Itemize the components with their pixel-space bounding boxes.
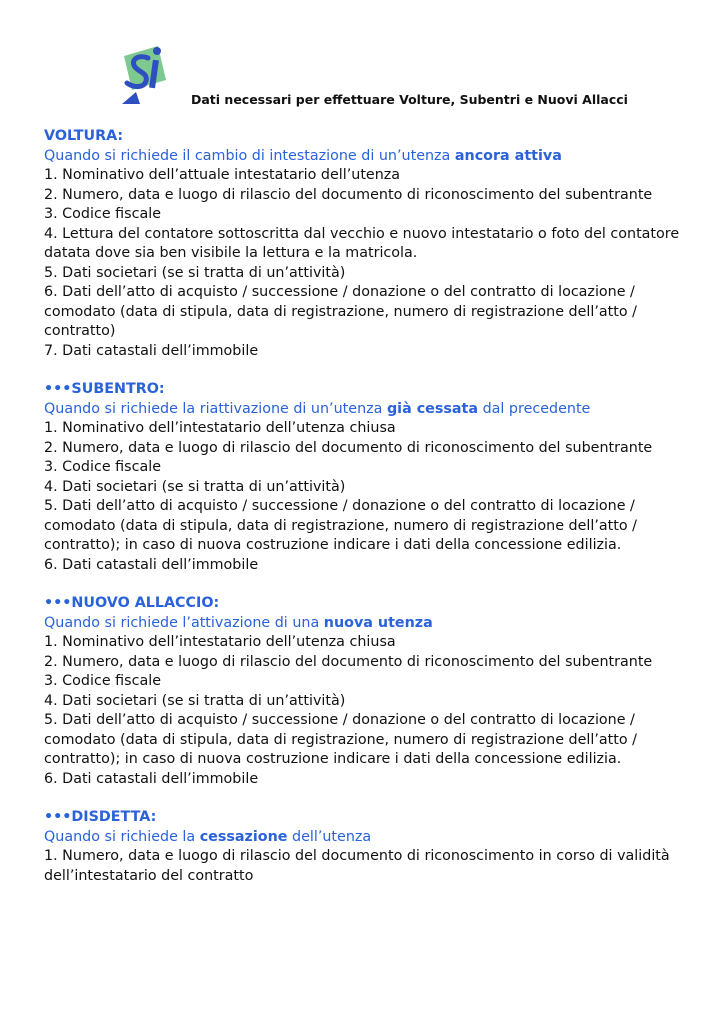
document-title: Dati necessari per effettuare Volture, Subentri e Nuovi Allacci [191,92,628,107]
section-subtitle [44,828,684,848]
list-item: 4. Dati societari (se si tratta di un’attività) [44,692,346,709]
section-subentro [44,380,684,575]
subtitle-text: Quando si richiede il cambio di intestazione di un’utenza [44,147,455,164]
list-item: 5. Dati societari (se si tratta di un’attività) [44,264,346,281]
list-item: 4. Lettura del contatore sottoscritta dal vecchio e nuovo intestatario o foto del contatore datata dove sia ben visibile la lettura e la matricola. [44,225,680,261]
list-item: 2. Numero, data e luogo di rilascio del documento di riconoscimento del subentrante [44,439,653,456]
section-heading: •••DISDETTA: [44,809,157,825]
subtitle-text: Quando si richiede la [44,828,200,845]
subtitle-text-end: dell’utenza [287,828,372,845]
logo-i-dot [153,47,161,55]
subtitle-emphasis: già cessata [386,400,479,417]
list-item: 5. Dati dell’atto di acquisto / successione / donazione o del contratto di locazione / comodato (data di stipula, data di registrazione, numero di registrazione dell’atto / contratto); in caso di nuova costruzione indicare i dati della concessione edilizia. [44,498,637,553]
subtitle-text-end: dal precedente [478,400,591,417]
list-item: 6. Dati catastali dell’immobile [44,770,259,787]
list-item: 3. Codice fiscale [44,206,162,222]
logo-base-arrow [122,92,140,104]
subtitle-emphasis: ancora attiva [454,147,562,164]
section-heading: •••SUBENTRO: [44,381,165,397]
list-item: 1. Nominativo dell’attuale intestatario dell’utenza [44,167,401,183]
list-item: 1. Nominativo dell’intestatario dell’utenza chiusa [44,634,396,650]
section-subtitle [44,614,684,634]
list-item: 6. Dati catastali dell’immobile [44,556,259,573]
list-item: 4. Dati societari (se si tratta di un’attività) [44,478,346,495]
document-body [44,127,684,905]
list-item: 2. Numero, data e luogo di rilascio del documento di riconoscimento del subentrante [44,186,653,203]
list-item: 1. Numero, data e luogo di rilascio del documento di riconoscimento in corso di validità dell’intestatario del contratto [44,848,670,884]
section-heading: VOLTURA: [44,128,124,144]
section-subtitle [44,147,684,167]
section-subtitle [44,400,684,420]
section-heading: •••NUOVO ALLACCIO: [44,595,220,611]
section-nuovo-allaccio [44,594,684,789]
subtitle-text: Quando si richiede l’attivazione di una [44,614,324,631]
list-item: 3. Codice fiscale [44,459,162,475]
section-voltura [44,127,684,361]
list-item: 2. Numero, data e luogo di rilascio del documento di riconoscimento del subentrante [44,653,653,670]
list-item: 6. Dati dell’atto di acquisto / successione / donazione o del contratto di locazione / comodato (data di stipula, data di registrazione, numero di registrazione dell’atto / contratto) [44,284,637,339]
si-logo [118,42,172,106]
list-item: 3. Codice fiscale [44,673,162,689]
subtitle-text: Quando si richiede la riattivazione di un’utenza [44,400,387,417]
subtitle-emphasis: nuova utenza [323,614,433,631]
list-item: 5. Dati dell’atto di acquisto / successione / donazione o del contratto di locazione / comodato (data di stipula, data di registrazione, numero di registrazione dell’atto / contratto); in caso di nuova costruzione indicare i dati della concessione edilizia. [44,712,637,767]
subtitle-emphasis: cessazione [199,828,288,845]
section-disdetta [44,808,684,886]
list-item: 1. Nominativo dell’intestatario dell’utenza chiusa [44,420,396,436]
list-item: 7. Dati catastali dell’immobile [44,342,259,359]
